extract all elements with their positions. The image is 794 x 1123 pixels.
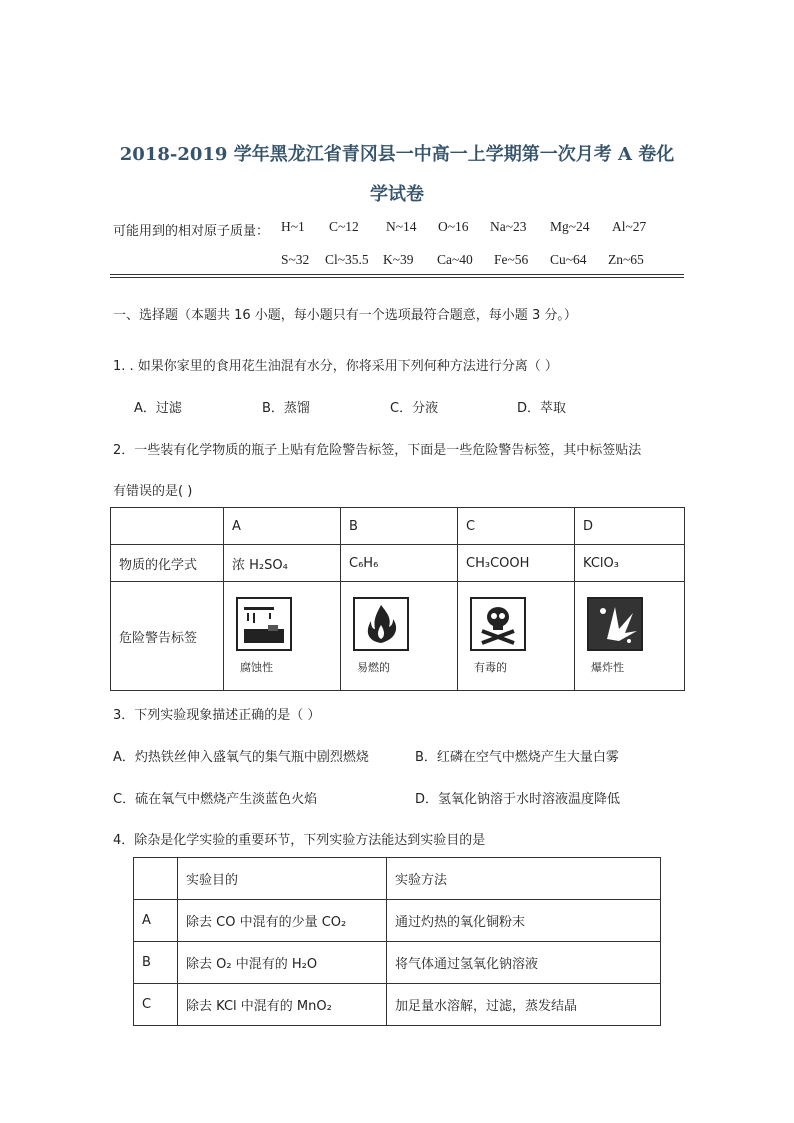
t2-row-c-purpose: 除去 KCl 中混有的 MnO₂ <box>178 984 387 1026</box>
t2-row-a-label: A <box>134 900 178 942</box>
t2-row-b-method: 将气体通过氢氧化钠溶液 <box>387 942 661 984</box>
table-header-c: C <box>458 508 575 545</box>
t2-row-a-method: 通过灼热的氧化铜粉末 <box>387 900 661 942</box>
row-label-formula: 物质的化学式 <box>111 545 224 582</box>
corrosive-pictogram-icon <box>236 597 292 651</box>
explosion-pictogram-icon <box>587 597 643 651</box>
mass-mg: Mg~24 <box>550 219 590 234</box>
question-4-stem: 4．除杂是化学实验的重要环节，下列实验方法能达到实验目的是 <box>113 833 486 848</box>
mass-n: N~14 <box>386 219 417 234</box>
purification-table <box>133 857 661 1026</box>
formula-a: 浓 H₂SO₄ <box>224 545 341 582</box>
formula-d: KClO₃ <box>575 545 685 582</box>
mass-k: K~39 <box>383 252 414 267</box>
mass-c: C~12 <box>329 219 359 234</box>
q1-option-c: C．分液 <box>390 401 439 416</box>
t2-header-blank <box>134 858 178 900</box>
hazard-cell-d <box>575 582 685 691</box>
q1-option-a: A．过滤 <box>134 401 182 416</box>
t2-row-c-method: 加足量水溶解，过滤，蒸发结晶 <box>387 984 661 1026</box>
mass-cu: Cu~64 <box>550 252 587 267</box>
divider-line-top <box>110 274 684 275</box>
table-row <box>134 984 661 1026</box>
flame-pictogram-icon <box>353 597 409 651</box>
atomic-mass-row2 <box>281 252 644 268</box>
hazard-caption-d: 爆炸性 <box>591 661 624 674</box>
question-1-stem: 1. . 如果你家里的食用花生油混有水分，你将采用下列何种方法进行分离（ ） <box>113 359 558 374</box>
t2-row-b-purpose: 除去 O₂ 中混有的 H₂O <box>178 942 387 984</box>
table-header-b: B <box>341 508 458 545</box>
table-row <box>134 942 661 984</box>
table-header-a: A <box>224 508 341 545</box>
hazard-cell-b <box>341 582 458 691</box>
table-corner-cell <box>111 508 224 545</box>
hazard-cell-a <box>224 582 341 691</box>
mass-h: H~1 <box>281 219 305 234</box>
section-heading: 一、选择题（本题共 16 小题，每小题只有一个选项最符合题意，每小题 3 分。） <box>113 308 577 323</box>
divider-line-bottom <box>110 277 684 278</box>
q3-option-a: A．灼热铁丝伸入盛氧气的集气瓶中剧烈燃烧 <box>113 750 369 765</box>
atomic-mass-label: 可能用到的相对原子质量： <box>113 224 270 239</box>
skull-pictogram-icon <box>470 597 526 651</box>
t2-header-purpose: 实验目的 <box>178 858 387 900</box>
table-row <box>134 900 661 942</box>
row-label-hazard: 危险警告标签 <box>111 582 224 691</box>
formula-c: CH₃COOH <box>458 545 575 582</box>
hazard-caption-a: 腐蚀性 <box>240 661 273 674</box>
question-2-stem-line2: 有错误的是( ) <box>113 484 193 499</box>
hazard-label-table <box>110 507 685 691</box>
hazard-caption-c: 有毒的 <box>474 661 507 674</box>
hazard-caption-b: 易燃的 <box>357 661 390 674</box>
q3-option-b: B．红磷在空气中燃烧产生大量白雾 <box>415 750 619 765</box>
mass-fe: Fe~56 <box>494 252 529 267</box>
mass-zn: Zn~65 <box>608 252 644 267</box>
t2-header-method: 实验方法 <box>387 858 661 900</box>
q3-option-d: D．氢氧化钠溶于水时溶液温度降低 <box>415 792 621 807</box>
q3-option-c: C．硫在氧气中燃烧产生淡蓝色火焰 <box>113 792 318 807</box>
mass-al: Al~27 <box>612 219 647 234</box>
t2-row-c-label: C <box>134 984 178 1026</box>
question-3-stem: 3．下列实验现象描述正确的是（ ） <box>113 708 321 723</box>
table-header-d: D <box>575 508 685 545</box>
atomic-mass-row1 <box>281 219 646 235</box>
mass-na: Na~23 <box>490 219 527 234</box>
t2-row-a-purpose: 除去 CO 中混有的少量 CO₂ <box>178 900 387 942</box>
document-title-line2: 学试卷 <box>370 184 424 205</box>
q1-option-d: D．萃取 <box>517 401 567 416</box>
mass-cl: Cl~35.5 <box>325 252 369 267</box>
question-2-stem-line1: 2．一些装有化学物质的瓶子上贴有危险警告标签，下面是一些危险警告标签，其中标签贴法 <box>113 443 642 458</box>
q1-option-b: B．蒸馏 <box>262 401 310 416</box>
formula-b: C₆H₆ <box>341 545 458 582</box>
t2-row-b-label: B <box>134 942 178 984</box>
mass-ca: Ca~40 <box>437 252 473 267</box>
mass-s: S~32 <box>281 252 310 267</box>
mass-o: O~16 <box>438 219 469 234</box>
hazard-cell-c <box>458 582 575 691</box>
document-title-line1: 2018-2019 学年黑龙江省青冈县一中高一上学期第一次月考 A 卷化 <box>119 144 675 165</box>
